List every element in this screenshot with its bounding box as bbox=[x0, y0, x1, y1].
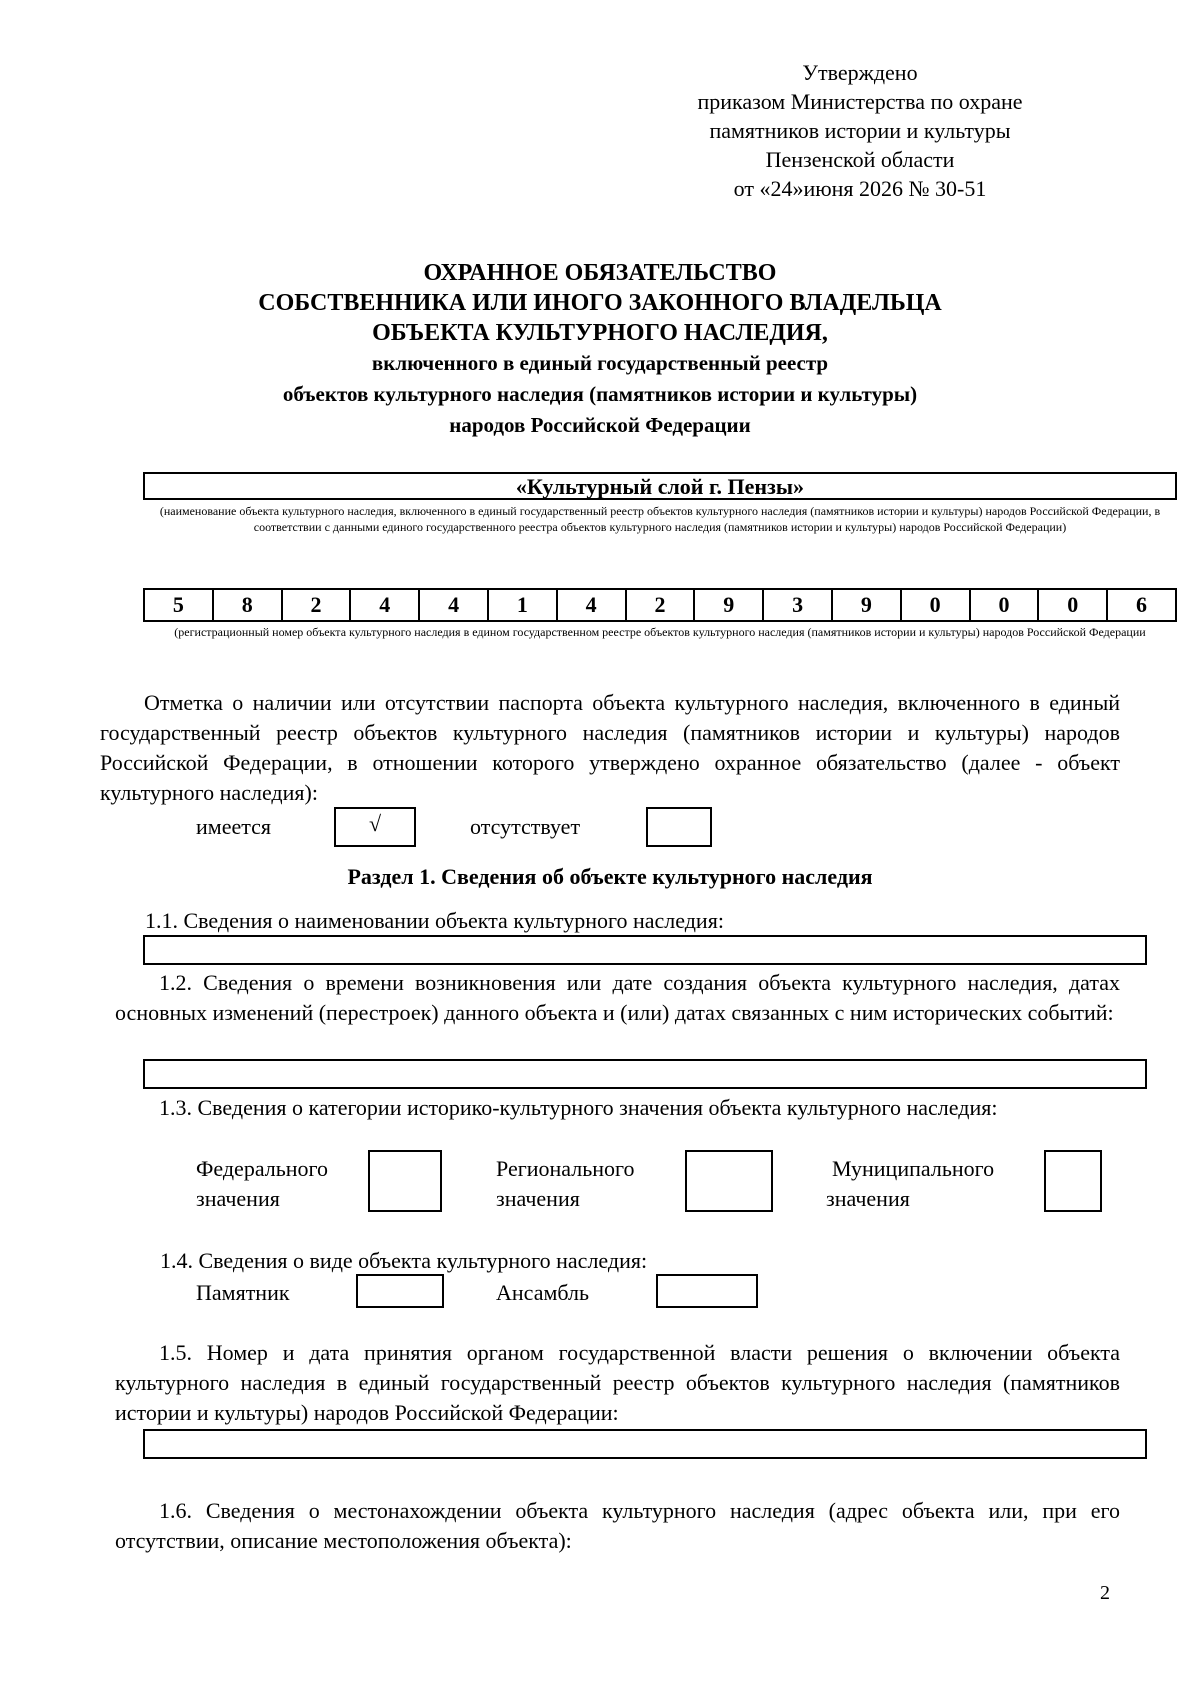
creation-date-input[interactable] bbox=[143, 1059, 1147, 1089]
registration-number-table bbox=[143, 588, 1177, 622]
registration-number-caption: (регистрационный номер объекта культурного наследия в едином государственном реестре объектов культурного наследия (памятников истории и культуры) народов Российской Федерации bbox=[174, 625, 1146, 639]
object-name-input[interactable] bbox=[143, 935, 1147, 965]
absent-label: отсутствует bbox=[470, 814, 581, 839]
approval-line: Утверждено bbox=[802, 60, 918, 85]
federal-label: Федерального bbox=[196, 1156, 329, 1181]
present-label: имеется bbox=[196, 814, 271, 839]
approval-line: Пензенской области bbox=[765, 147, 955, 172]
federal-checkbox[interactable] bbox=[368, 1150, 442, 1212]
passport-mark-text: Отметка о наличии или отсутствии паспорта объекта культурного наследия, включенного в единый государственный реестр объектов культурного наследия (памятников истории и культуры) народов Российской Федерации, в отношении которого утверждено охранное обязательство (далее - объект культурного наследия): bbox=[100, 690, 1120, 805]
reg-digit-cell[interactable]: 8 bbox=[214, 590, 283, 620]
section-1-title: Раздел 1. Сведения об объекте культурного наследия bbox=[347, 864, 873, 889]
reg-digit-cell[interactable]: 0 bbox=[1039, 590, 1108, 620]
reg-digit-cell[interactable]: 4 bbox=[558, 590, 627, 620]
reg-digit-cell[interactable]: 4 bbox=[351, 590, 420, 620]
object-name-caption: (наименование объекта культурного наследия, включенного в единый государственный реестр объектов культурного наследия (памятников истории и культуры) народов Российской Федерации, в соответствии с данными единого государственного реестра объектов культурного наследия (памятников истории и культуры) народов Российской Федерации) bbox=[159, 504, 1161, 534]
federal-label: значения bbox=[196, 1186, 280, 1211]
page-number: 2 bbox=[1100, 1582, 1110, 1604]
monument-label: Памятник bbox=[196, 1280, 290, 1305]
approval-line: приказом Министерства по охране bbox=[697, 89, 1023, 114]
reg-digit-cell[interactable]: 0 bbox=[902, 590, 971, 620]
regional-label: Регионального bbox=[496, 1156, 635, 1181]
section-1-5-heading: 1.5. Номер и дата принятия органом государственной власти решения о включении объекта культурного наследия в единый государственный реестр объектов культурного наследия (памятников истории и культуры) народов Российской Федерации: bbox=[115, 1340, 1120, 1425]
document-title bbox=[150, 258, 1050, 441]
reg-digit-cell[interactable]: 1 bbox=[489, 590, 558, 620]
section-1-4-heading: 1.4. Сведения о виде объекта культурного наследия: bbox=[160, 1248, 648, 1273]
municipal-label: Муниципального bbox=[832, 1156, 995, 1181]
approval-block bbox=[640, 58, 1080, 203]
title-line: включенного в единый государственный реестр bbox=[371, 351, 829, 375]
reg-digit-cell[interactable]: 2 bbox=[627, 590, 696, 620]
section-1-1-heading: 1.1. Сведения о наименовании объекта культурного наследия: bbox=[145, 908, 724, 933]
reg-digit-cell[interactable]: 6 bbox=[1136, 592, 1148, 617]
title-line: объектов культурного наследия (памятников истории и культуры) bbox=[282, 382, 918, 406]
reg-digit-cell[interactable]: 5 bbox=[145, 590, 214, 620]
section-1-3-heading: 1.3. Сведения о категории историко-культурного значения объекта культурного наследия: bbox=[159, 1095, 998, 1120]
approval-line: от «24»июня 2026 № 30-51 bbox=[733, 176, 987, 201]
ensemble-checkbox[interactable] bbox=[656, 1274, 758, 1308]
title-line: ОБЪЕКТА КУЛЬТУРНОГО НАСЛЕДИЯ, bbox=[372, 320, 828, 346]
ensemble-label: Ансамбль bbox=[496, 1280, 590, 1305]
object-name-field[interactable]: «Культурный слой г. Пензы» bbox=[143, 472, 1177, 500]
reg-digit-cell[interactable]: 9 bbox=[695, 590, 764, 620]
regional-label: значения bbox=[496, 1186, 580, 1211]
reg-digit-cell[interactable]: 4 bbox=[420, 590, 489, 620]
reg-digit-cell[interactable]: 2 bbox=[283, 590, 352, 620]
title-line: народов Российской Федерации bbox=[449, 413, 751, 437]
absent-checkbox[interactable] bbox=[646, 807, 712, 847]
municipal-checkbox[interactable] bbox=[1044, 1150, 1102, 1212]
reg-digit-cell[interactable]: 3 bbox=[764, 590, 833, 620]
regional-checkbox[interactable] bbox=[685, 1150, 773, 1212]
section-1-2-heading: 1.2. Сведения о времени возникновения или дате создания объекта культурного наследия, датах основных изменений (перестроек) данного объекта и (или) датах связанных с ним исторических событий: bbox=[115, 970, 1120, 1025]
monument-checkbox[interactable] bbox=[356, 1274, 444, 1308]
section-1-6-heading: 1.6. Сведения о местонахождении объекта культурного наследия (адрес объекта или, при его отсутствии, описание местоположения объекта): bbox=[115, 1498, 1120, 1553]
title-line: ОХРАННОЕ ОБЯЗАТЕЛЬСТВО bbox=[423, 260, 777, 286]
present-checkbox[interactable]: √ bbox=[334, 807, 416, 847]
reg-digit-cell[interactable]: 0 bbox=[971, 590, 1040, 620]
approval-line: памятников истории и культуры bbox=[709, 118, 1011, 143]
municipal-label: значения bbox=[826, 1186, 910, 1211]
registry-decision-input[interactable] bbox=[143, 1429, 1147, 1459]
reg-digit-cell[interactable]: 9 bbox=[833, 590, 902, 620]
title-line: СОБСТВЕННИКА ИЛИ ИНОГО ЗАКОННОГО ВЛАДЕЛЬЦА bbox=[258, 290, 942, 316]
